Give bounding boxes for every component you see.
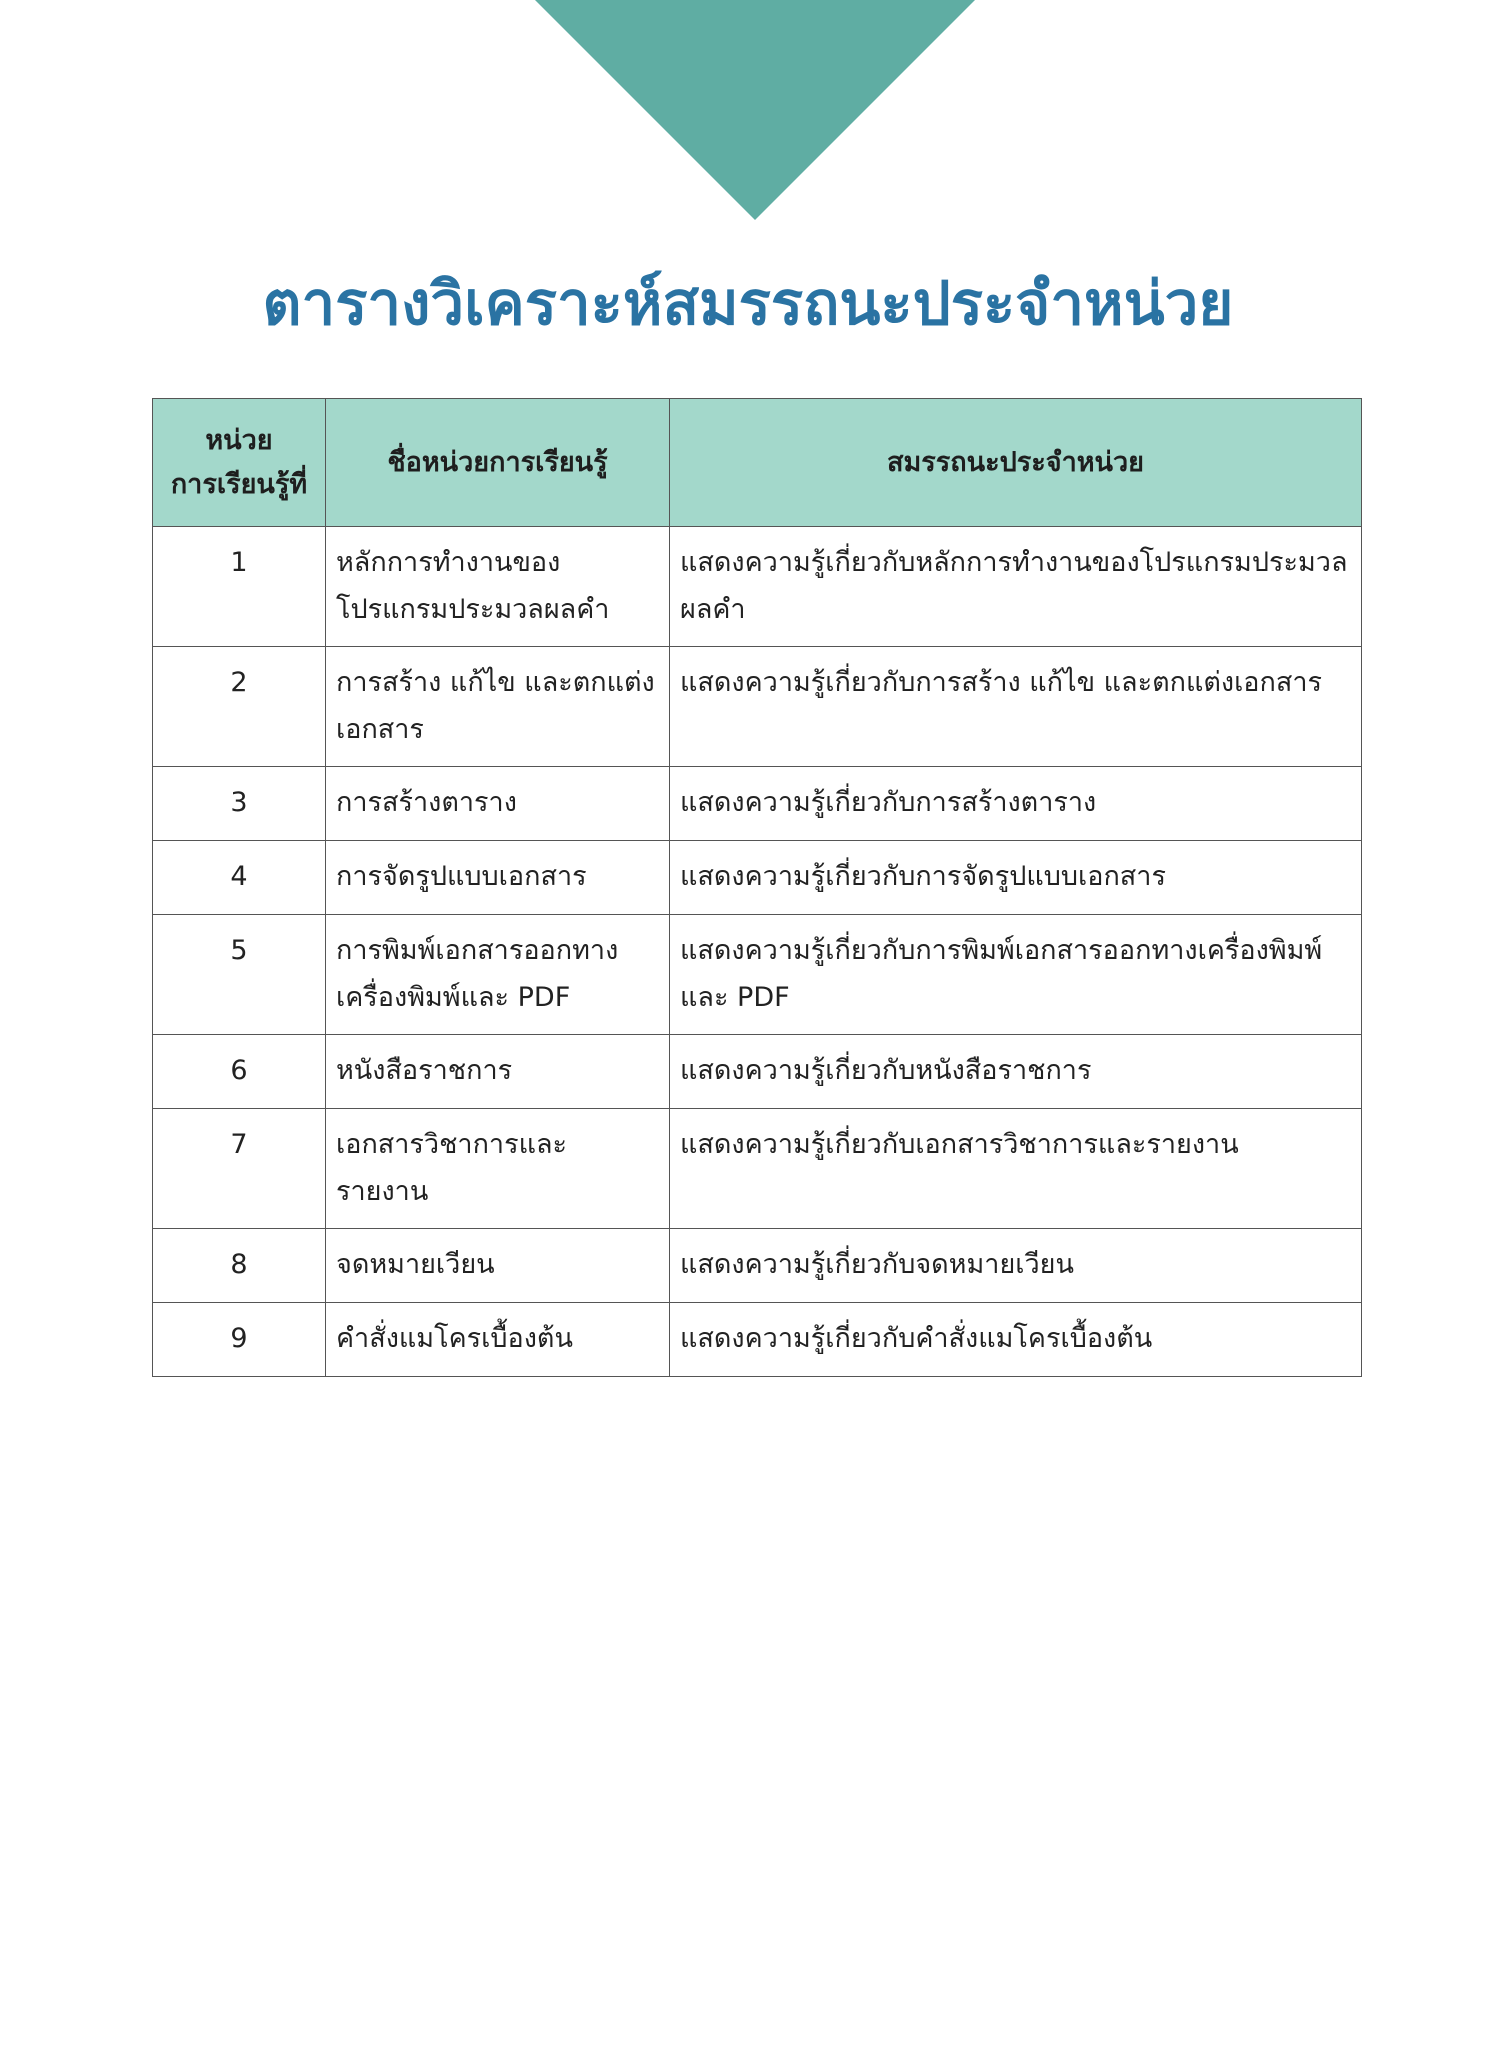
- unit-name: คำสั่งแมโครเบื้องต้น: [326, 1303, 670, 1377]
- header-unit-line2: การเรียนรู้ที่: [170, 468, 308, 500]
- unit-name: เอกสารวิชาการและรายงาน: [326, 1109, 670, 1229]
- table-row: [153, 767, 1362, 841]
- unit-name: การสร้าง แก้ไข และตกแต่งเอกสาร: [326, 647, 670, 767]
- unit-number: 7: [153, 1109, 326, 1229]
- table-row: [153, 527, 1362, 647]
- table-row: [153, 1229, 1362, 1303]
- unit-number: 8: [153, 1229, 326, 1303]
- unit-competency: แสดงความรู้เกี่ยวกับการจัดรูปแบบเอกสาร: [670, 841, 1362, 915]
- unit-competency: แสดงความรู้เกี่ยวกับหนังสือราชการ: [670, 1035, 1362, 1109]
- table-row: [153, 1035, 1362, 1109]
- table-row: [153, 915, 1362, 1035]
- unit-name-text: หลักการทำงานของโปรแกรมประมวลผลคำ: [336, 547, 610, 625]
- unit-number: 9: [153, 1303, 326, 1377]
- unit-name: การสร้างตาราง: [326, 767, 670, 841]
- unit-name: การพิมพ์เอกสารออกทางเครื่องพิมพ์และ PDF: [326, 915, 670, 1035]
- table-row: [153, 1303, 1362, 1377]
- header-unit-line1: หน่วย: [205, 424, 273, 456]
- unit-competency: แสดงความรู้เกี่ยวกับการสร้างตาราง: [670, 767, 1362, 841]
- table-row: [153, 841, 1362, 915]
- table-row: [153, 647, 1362, 767]
- table-header-row: [153, 399, 1362, 527]
- unit-number: 3: [153, 767, 326, 841]
- unit-competency: แสดงความรู้เกี่ยวกับจดหมายเวียน: [670, 1229, 1362, 1303]
- unit-competency: แสดงความรู้เกี่ยวกับหลักการทำงานของโปรแกรมประมวลผลคำ: [670, 527, 1362, 647]
- competency-table: [152, 398, 1362, 1377]
- header-name: ชื่อหน่วยการเรียนรู้: [326, 399, 670, 527]
- unit-competency: แสดงความรู้เกี่ยวกับเอกสารวิชาการและรายงาน: [670, 1109, 1362, 1229]
- unit-competency: แสดงความรู้เกี่ยวกับการสร้าง แก้ไข และตกแต่งเอกสาร: [670, 647, 1362, 767]
- table-row: [153, 1109, 1362, 1229]
- unit-competency: แสดงความรู้เกี่ยวกับการพิมพ์เอกสารออกทางเครื่องพิมพ์และ PDF: [670, 915, 1362, 1035]
- unit-number: 5: [153, 915, 326, 1035]
- unit-number: 4: [153, 841, 326, 915]
- header-competency: สมรรถนะประจำหน่วย: [670, 399, 1362, 527]
- unit-competency: แสดงความรู้เกี่ยวกับคำสั่งแมโครเบื้องต้น: [670, 1303, 1362, 1377]
- page-title: ตารางวิเคราะห์สมรรถนะประจำหน่วย: [262, 269, 1234, 339]
- unit-number: 2: [153, 647, 326, 767]
- unit-name: หนังสือราชการ: [326, 1035, 670, 1109]
- unit-number: 6: [153, 1035, 326, 1109]
- header-unit: [153, 399, 326, 527]
- unit-number: 1: [153, 527, 326, 647]
- unit-name: การจัดรูปแบบเอกสาร: [326, 841, 670, 915]
- unit-name: จดหมายเวียน: [326, 1229, 670, 1303]
- unit-name: [326, 527, 670, 647]
- decorative-triangle: [535, 0, 975, 220]
